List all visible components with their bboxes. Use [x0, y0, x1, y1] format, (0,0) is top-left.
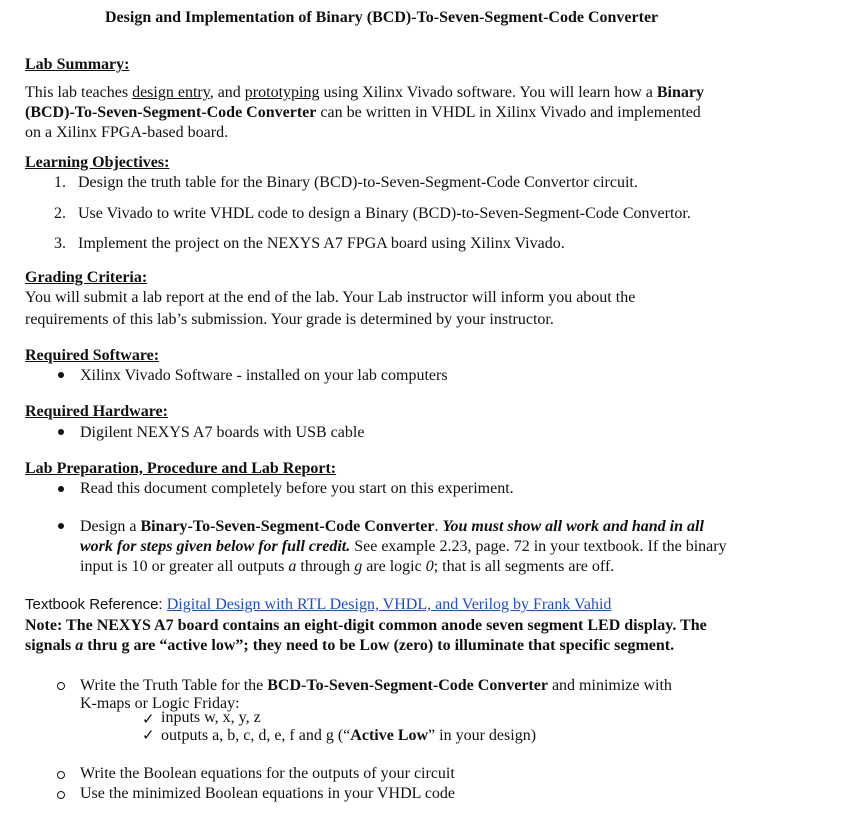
- check-item-outputs: [161, 726, 536, 746]
- page-title: Design and Implementation of Binary (BCD)-To-Seven-Segment-Code Converter: [105, 9, 659, 26]
- objective-number: 2.: [54, 205, 66, 222]
- summary-text-c: using Xilinx Vivado software. You will learn how a: [319, 84, 657, 101]
- objective-item: [54, 173, 66, 193]
- preparation-item-2-line-3: [80, 557, 614, 577]
- summary-bold-binary: Binary: [656, 84, 704, 101]
- note-line-1: Note: The NEXYS A7 board contains an eight-digit common anode seven segment LED display. The: [25, 617, 707, 634]
- preparation-heading: Lab Preparation, Procedure and Lab Report:: [25, 460, 337, 477]
- objective-text: Implement the project on the NEXYS A7 FPGA board using Xilinx Vivado.: [78, 235, 565, 252]
- step-1-text-a: Write the Truth Table for the: [80, 677, 268, 694]
- prep-text-d4: ; that is all segments are off.: [433, 558, 615, 575]
- step-1-line-1: [80, 676, 672, 696]
- objective-number: 3.: [54, 235, 66, 252]
- objective-number: 1.: [54, 174, 66, 191]
- prep-text-d1: input is 10 or greater all outputs: [80, 558, 289, 575]
- prep-emphasis-2: work for steps given below for full credit.: [80, 538, 351, 555]
- outputs-bold-active-low: Active Low: [350, 727, 429, 744]
- grading-line-2: requirements of this lab’s submission. Your grade is determined by your instructor.: [25, 311, 554, 328]
- textbook-reference-link[interactable]: Digital Design with RTL Design, VHDL, and Verilog by Frank Vahid: [166, 596, 612, 613]
- preparation-item-2-line-1: [80, 517, 704, 537]
- prep-text-c: See example 2.23, page. 72 in your textbook. If the binary: [350, 538, 727, 555]
- software-item: Xilinx Vivado Software - installed on your lab computers: [80, 367, 448, 384]
- summary-text-a: This lab teaches: [25, 84, 133, 101]
- bullet-icon: [58, 486, 64, 492]
- objective-text: Use Vivado to write VHDL code to design a Binary (BCD)-to-Seven-Segment-Code Convertor.: [78, 205, 691, 222]
- prep-emphasis-1: You must show all work and hand in all: [442, 518, 704, 535]
- prep-italic-zero: 0: [425, 558, 434, 575]
- circle-bullet-icon: [57, 771, 65, 779]
- prep-italic-a: a: [288, 558, 297, 575]
- note-italic-a: a: [75, 637, 84, 654]
- grading-heading: Grading Criteria:: [25, 269, 148, 286]
- bullet-icon: [58, 429, 64, 435]
- textbook-reference: [25, 595, 611, 615]
- hardware-item: Digilent NEXYS A7 boards with USB cable: [80, 424, 365, 441]
- lab-summary-line-1: [25, 83, 704, 103]
- summary-text-d: can be written in VHDL in Xilinx Vivado and implemented: [316, 104, 701, 121]
- objective-item: [54, 204, 66, 224]
- note-line-2: [25, 636, 674, 656]
- step-3: Use the minimized Boolean equations in your VHDL code: [80, 785, 456, 802]
- reference-label: Textbook Reference:: [25, 596, 167, 613]
- prototyping-term: prototyping: [244, 84, 320, 101]
- checkmark-icon: ✓: [142, 728, 155, 744]
- checkmark-icon: ✓: [142, 712, 155, 728]
- lab-summary-line-3: on a Xilinx FPGA-based board.: [25, 124, 229, 141]
- note-text-b: thru g are “active low”; they need to be Low (zero) to illuminate that specific segment.: [83, 637, 675, 654]
- preparation-item-1: Read this document completely before you start on this experiment.: [80, 480, 514, 497]
- preparation-item-2-line-2: [80, 537, 727, 557]
- bullet-icon: [58, 523, 64, 529]
- objective-item: [54, 234, 66, 254]
- prep-text-b: .: [434, 518, 443, 535]
- note-text-a: signals: [25, 637, 76, 654]
- prep-italic-g: g: [354, 558, 363, 575]
- circle-bullet-icon: [57, 682, 65, 690]
- lab-summary-line-2: [25, 103, 701, 123]
- summary-text-b: , and: [209, 84, 245, 101]
- software-heading: Required Software:: [25, 347, 160, 364]
- hardware-heading: Required Hardware:: [25, 403, 168, 420]
- step-1-text-b: and minimize with: [547, 677, 672, 694]
- summary-bold-converter: (BCD)-To-Seven-Segment-Code Converter: [25, 104, 317, 121]
- prep-text-d2: through: [296, 558, 355, 575]
- bullet-icon: [58, 372, 64, 378]
- lab-summary-heading: Lab Summary:: [25, 56, 130, 73]
- check-item-inputs: inputs w, x, y, z: [161, 709, 261, 726]
- prep-text-d3: are logic: [362, 558, 426, 575]
- outputs-text-b: ” in your design): [428, 727, 537, 744]
- step-2: Write the Boolean equations for the outputs of your circuit: [80, 765, 455, 782]
- objective-text: Design the truth table for the Binary (BCD)-to-Seven-Segment-Code Convertor circuit.: [78, 174, 638, 191]
- grading-line-1: You will submit a lab report at the end of the lab. Your Lab instructor will inform you about the: [25, 289, 636, 306]
- prep-text-a: Design a: [80, 518, 141, 535]
- outputs-text-a: outputs a, b, c, d, e, f and g (“: [161, 727, 351, 744]
- objectives-heading: Learning Objectives:: [25, 154, 170, 171]
- circle-bullet-icon: [57, 791, 65, 799]
- prep-bold-converter: Binary-To-Seven-Segment-Code Converter: [140, 518, 435, 535]
- step-1-bold: BCD-To-Seven-Segment-Code Converter: [267, 677, 548, 694]
- design-entry-term: design entry: [132, 84, 210, 101]
- step-1-line-2: K-maps or Logic Friday:: [80, 695, 240, 712]
